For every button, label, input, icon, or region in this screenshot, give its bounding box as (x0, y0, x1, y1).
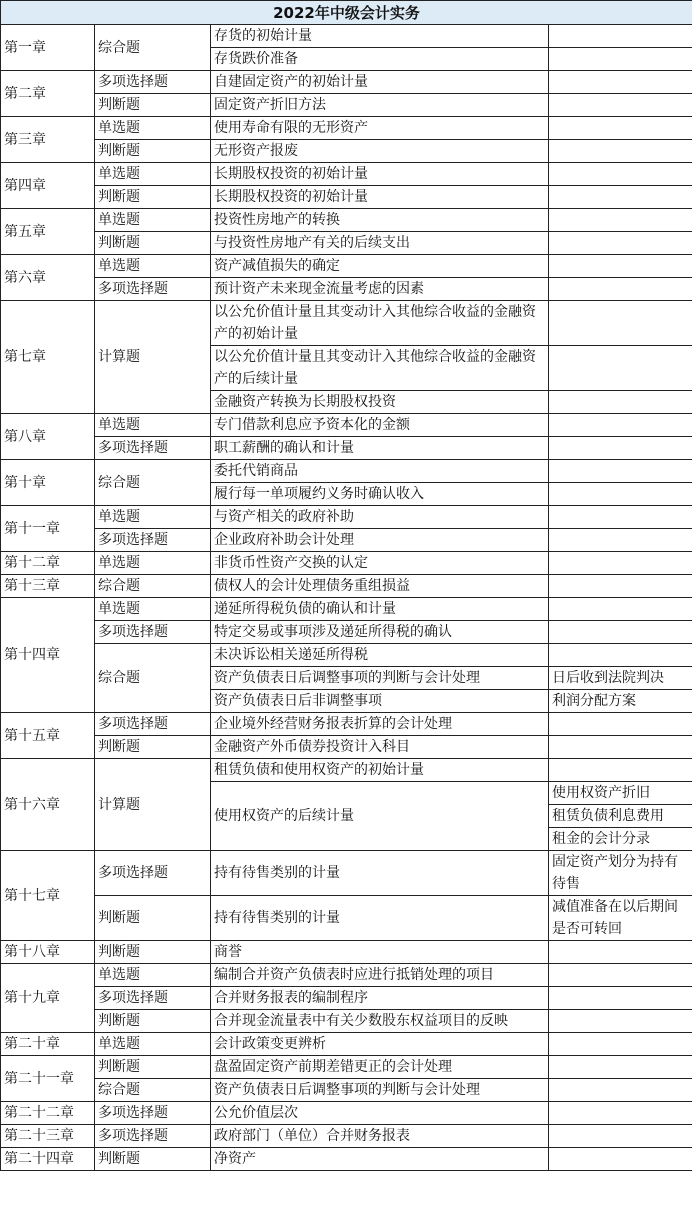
note-cell (549, 346, 692, 391)
table-row (1, 278, 692, 301)
question-type-cell: 多项选择题 (95, 278, 211, 301)
question-type-cell: 多项选择题 (95, 71, 211, 94)
note-cell (549, 1125, 692, 1148)
chapter-cell: 第十五章 (1, 713, 95, 759)
question-type-cell: 单选题 (95, 414, 211, 437)
table-row (1, 1125, 692, 1148)
note-cell (549, 1102, 692, 1125)
topic-cell: 固定资产折旧方法 (211, 94, 549, 117)
table-row (1, 437, 692, 460)
question-type-cell: 判断题 (95, 1148, 211, 1171)
note-cell (549, 552, 692, 575)
note-cell: 利润分配方案 (549, 690, 692, 713)
table-row (1, 140, 692, 163)
question-type-cell: 单选题 (95, 1033, 211, 1056)
topic-cell: 租赁负债和使用权资产的初始计量 (211, 759, 549, 782)
table-row (1, 117, 692, 140)
chapter-cell: 第十二章 (1, 552, 95, 575)
table-row (1, 621, 692, 644)
question-type-cell: 多项选择题 (95, 713, 211, 736)
question-type-cell: 判断题 (95, 1010, 211, 1033)
topic-cell: 编制合并资产负债表时应进行抵销处理的项目 (211, 964, 549, 987)
note-cell (549, 437, 692, 460)
topic-cell: 合并现金流量表中有关少数股东权益项目的反映 (211, 1010, 549, 1033)
chapter-cell: 第五章 (1, 209, 95, 255)
note-cell (549, 1033, 692, 1056)
topic-cell: 持有待售类别的计量 (211, 896, 549, 941)
note-cell: 减值准备在以后期间是否可转回 (549, 896, 692, 941)
topic-cell: 非货币性资产交换的认定 (211, 552, 549, 575)
question-type-cell: 计算题 (95, 759, 211, 851)
topic-cell: 合并财务报表的编制程序 (211, 987, 549, 1010)
question-type-cell: 判断题 (95, 94, 211, 117)
note-cell (549, 1079, 692, 1102)
note-cell (549, 186, 692, 209)
chapter-cell: 第二十三章 (1, 1125, 95, 1148)
table-row (1, 186, 692, 209)
topic-cell: 企业境外经营财务报表折算的会计处理 (211, 713, 549, 736)
topic-cell: 与资产相关的政府补助 (211, 506, 549, 529)
question-type-cell: 判断题 (95, 186, 211, 209)
table-row (1, 529, 692, 552)
table-row (1, 255, 692, 278)
note-cell (549, 391, 692, 414)
topic-cell: 使用权资产的后续计量 (211, 782, 549, 851)
topic-cell: 金融资产转换为长期股权投资 (211, 391, 549, 414)
topic-cell: 净资产 (211, 1148, 549, 1171)
table-row (1, 414, 692, 437)
topic-cell: 债权人的会计处理债务重组损益 (211, 575, 549, 598)
note-cell: 日后收到法院判决 (549, 667, 692, 690)
chapter-cell: 第二十四章 (1, 1148, 95, 1171)
note-cell (549, 506, 692, 529)
chapter-cell: 第十四章 (1, 598, 95, 713)
topic-cell: 长期股权投资的初始计量 (211, 163, 549, 186)
topic-cell: 存货的初始计量 (211, 25, 549, 48)
topic-cell: 以公允价值计量且其变动计入其他综合收益的金融资产的初始计量 (211, 301, 549, 346)
note-cell (549, 621, 692, 644)
question-type-cell: 多项选择题 (95, 529, 211, 552)
question-type-cell: 单选题 (95, 506, 211, 529)
question-type-cell: 综合题 (95, 1079, 211, 1102)
question-type-cell: 判断题 (95, 1056, 211, 1079)
question-type-cell: 多项选择题 (95, 621, 211, 644)
topic-cell: 资产负债表日后非调整事项 (211, 690, 549, 713)
question-type-cell: 多项选择题 (95, 1102, 211, 1125)
note-cell (549, 483, 692, 506)
question-type-cell: 判断题 (95, 896, 211, 941)
chapter-cell: 第四章 (1, 163, 95, 209)
chapter-cell: 第十一章 (1, 506, 95, 552)
note-cell (549, 140, 692, 163)
chapter-cell: 第十八章 (1, 941, 95, 964)
topic-cell: 自建固定资产的初始计量 (211, 71, 549, 94)
topic-cell: 职工薪酬的确认和计量 (211, 437, 549, 460)
note-cell (549, 987, 692, 1010)
table-row (1, 598, 692, 621)
note-cell: 固定资产划分为持有待售 (549, 851, 692, 896)
chapter-cell: 第二十二章 (1, 1102, 95, 1125)
question-type-cell: 综合题 (95, 644, 211, 713)
note-cell (549, 1148, 692, 1171)
table-row (1, 94, 692, 117)
chapter-cell: 第三章 (1, 117, 95, 163)
question-type-cell: 判断题 (95, 232, 211, 255)
note-cell (549, 941, 692, 964)
table-row (1, 1056, 692, 1079)
question-type-cell: 单选题 (95, 209, 211, 232)
table-row (1, 941, 692, 964)
topic-cell: 盘盈固定资产前期差错更正的会计处理 (211, 1056, 549, 1079)
table-row (1, 301, 692, 346)
chapter-cell: 第十三章 (1, 575, 95, 598)
question-type-cell: 多项选择题 (95, 1125, 211, 1148)
question-type-cell: 判断题 (95, 736, 211, 759)
topic-cell: 递延所得税负债的确认和计量 (211, 598, 549, 621)
question-type-cell: 多项选择题 (95, 851, 211, 896)
topic-cell: 商誉 (211, 941, 549, 964)
topic-cell: 无形资产报废 (211, 140, 549, 163)
table-row (1, 964, 692, 987)
note-cell (549, 163, 692, 186)
note-cell (549, 94, 692, 117)
question-type-cell: 单选题 (95, 163, 211, 186)
note-cell: 使用权资产折旧 (549, 782, 692, 805)
topic-cell: 会计政策变更辨析 (211, 1033, 549, 1056)
note-cell (549, 575, 692, 598)
topic-cell: 资产负债表日后调整事项的判断与会计处理 (211, 1079, 549, 1102)
topic-cell: 资产负债表日后调整事项的判断与会计处理 (211, 667, 549, 690)
table-row (1, 71, 692, 94)
topic-cell: 投资性房地产的转换 (211, 209, 549, 232)
topic-cell: 公允价值层次 (211, 1102, 549, 1125)
topic-cell: 长期股权投资的初始计量 (211, 186, 549, 209)
note-cell (549, 255, 692, 278)
topic-cell: 持有待售类别的计量 (211, 851, 549, 896)
chapter-cell: 第十六章 (1, 759, 95, 851)
question-type-cell: 判断题 (95, 941, 211, 964)
topic-cell: 存货跌价准备 (211, 48, 549, 71)
chapter-cell: 第二章 (1, 71, 95, 117)
topic-cell: 履行每一单项履约义务时确认收入 (211, 483, 549, 506)
title-row (1, 1, 692, 25)
question-type-cell: 单选题 (95, 598, 211, 621)
topic-cell: 专门借款利息应予资本化的金额 (211, 414, 549, 437)
table-title: 2022年中级会计实务 (1, 1, 692, 25)
table-row (1, 1010, 692, 1033)
table-row (1, 759, 692, 782)
chapter-cell: 第十章 (1, 460, 95, 506)
table-row (1, 232, 692, 255)
note-cell (549, 232, 692, 255)
question-type-cell: 单选题 (95, 255, 211, 278)
chapter-cell: 第十七章 (1, 851, 95, 941)
table-row (1, 1079, 692, 1102)
note-cell (549, 414, 692, 437)
note-cell (549, 48, 692, 71)
table-row (1, 506, 692, 529)
table-row (1, 1102, 692, 1125)
chapter-cell: 第六章 (1, 255, 95, 301)
topic-cell: 以公允价值计量且其变动计入其他综合收益的金融资产的后续计量 (211, 346, 549, 391)
table-row (1, 736, 692, 759)
question-type-cell: 多项选择题 (95, 987, 211, 1010)
note-cell (549, 713, 692, 736)
question-type-cell: 综合题 (95, 25, 211, 71)
chapter-cell: 第十九章 (1, 964, 95, 1033)
table-row (1, 552, 692, 575)
question-type-cell: 单选题 (95, 552, 211, 575)
note-cell (549, 759, 692, 782)
question-type-cell: 判断题 (95, 140, 211, 163)
chapter-cell: 第一章 (1, 25, 95, 71)
note-cell (549, 529, 692, 552)
table-row (1, 896, 692, 941)
note-cell (549, 460, 692, 483)
table-row (1, 987, 692, 1010)
note-cell (549, 209, 692, 232)
chapter-cell: 第七章 (1, 301, 95, 414)
note-cell (549, 117, 692, 140)
note-cell (549, 278, 692, 301)
topic-cell: 预计资产未来现金流量考虑的因素 (211, 278, 549, 301)
note-cell: 租赁负债利息费用 (549, 805, 692, 828)
table-row (1, 644, 692, 667)
chapter-cell: 第八章 (1, 414, 95, 460)
question-type-cell: 计算题 (95, 301, 211, 414)
question-type-cell: 单选题 (95, 964, 211, 987)
table-row (1, 851, 692, 896)
question-type-cell: 单选题 (95, 117, 211, 140)
note-cell (549, 964, 692, 987)
table-row (1, 713, 692, 736)
topic-cell: 特定交易或事项涉及递延所得税的确认 (211, 621, 549, 644)
table-row (1, 163, 692, 186)
table-row (1, 460, 692, 483)
note-cell (549, 598, 692, 621)
note-cell (549, 301, 692, 346)
question-type-cell: 综合题 (95, 460, 211, 506)
table-row (1, 25, 692, 48)
note-cell (549, 71, 692, 94)
chapter-cell: 第二十章 (1, 1033, 95, 1056)
note-cell (549, 736, 692, 759)
note-cell (549, 1010, 692, 1033)
topic-cell: 企业政府补助会计处理 (211, 529, 549, 552)
topic-cell: 未决诉讼相关递延所得税 (211, 644, 549, 667)
topic-cell: 与投资性房地产有关的后续支出 (211, 232, 549, 255)
table-row (1, 1148, 692, 1171)
topic-cell: 委托代销商品 (211, 460, 549, 483)
note-cell (549, 644, 692, 667)
note-cell: 租金的会计分录 (549, 828, 692, 851)
table-row (1, 209, 692, 232)
table-row (1, 1033, 692, 1056)
topic-cell: 使用寿命有限的无形资产 (211, 117, 549, 140)
question-type-cell: 多项选择题 (95, 437, 211, 460)
question-type-cell: 综合题 (95, 575, 211, 598)
topic-cell: 金融资产外币债券投资计入科目 (211, 736, 549, 759)
topic-cell: 资产减值损失的确定 (211, 255, 549, 278)
note-cell (549, 25, 692, 48)
topic-cell: 政府部门（单位）合并财务报表 (211, 1125, 549, 1148)
chapter-cell: 第二十一章 (1, 1056, 95, 1102)
table-row (1, 575, 692, 598)
note-cell (549, 1056, 692, 1079)
